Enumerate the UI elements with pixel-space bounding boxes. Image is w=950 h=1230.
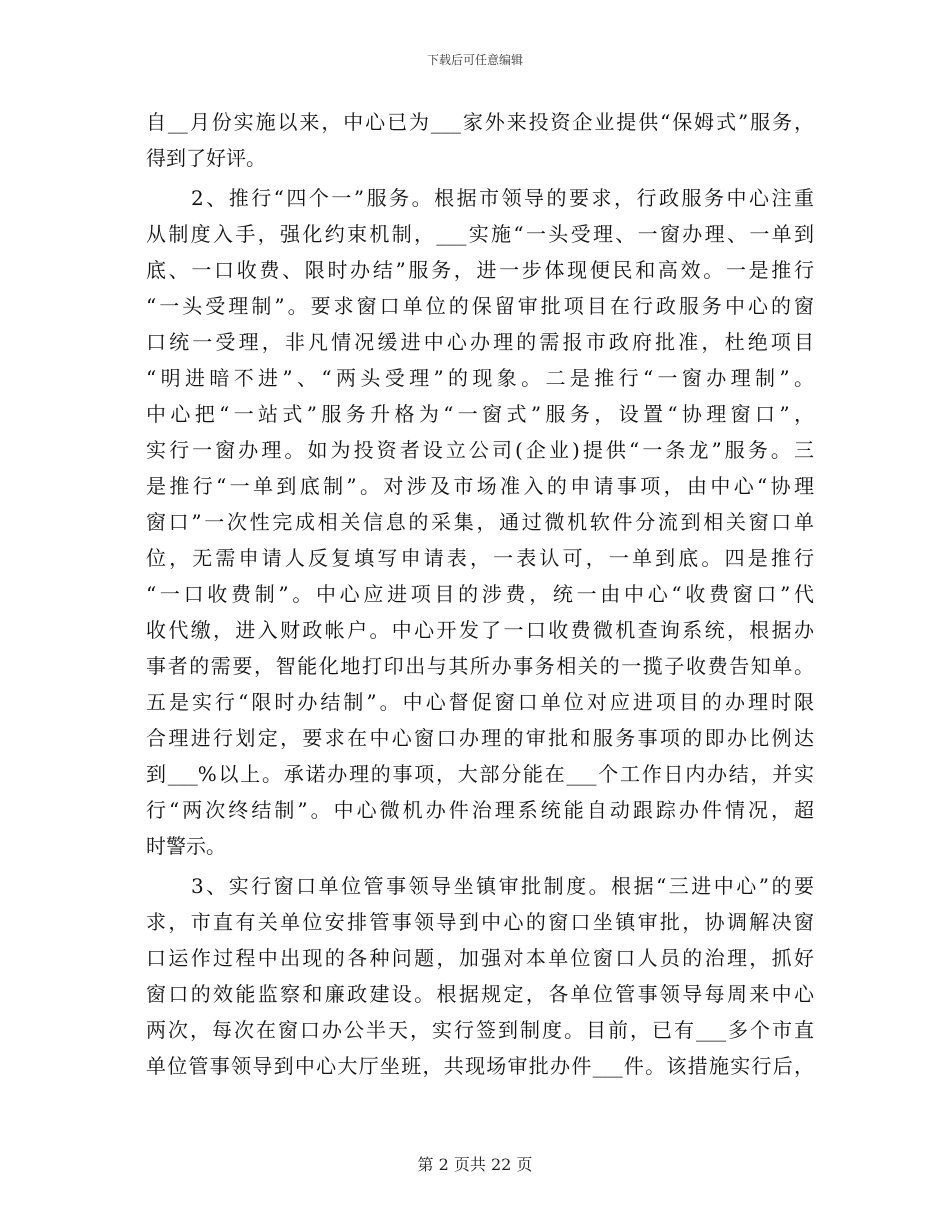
text-line: 是推行“一单到底制”。对涉及市场准入的申请事项，由中心“协理 (146, 474, 814, 498)
paragraph-2 (146, 180, 814, 864)
page-number: 第 2 页共 22 页 (417, 1155, 533, 1174)
text-line: “明进暗不进”、“两头受理”的现象。二是推行“一窗办理制”。 (146, 366, 814, 390)
text-line: 位，无需申请人反复填写申请表，一表认可，一单到底。四是推行 (146, 546, 814, 570)
text-line: “一头受理制”。要求窗口单位的保留审批项目在行政服务中心的窗 (146, 294, 814, 318)
text-line: 事者的需要，智能化地打印出与其所办事务相关的一揽子收费告知单。 (146, 654, 814, 678)
text-line: 窗口的效能监察和廉政建设。根据规定，各单位管事领导每周来中心 (146, 982, 814, 1006)
text-line: 收代缴，进入财政帐户。中心开发了一口收费微机查询系统，根据办 (146, 618, 814, 642)
text-line: 得到了好评。 (146, 146, 266, 170)
document-body (146, 104, 814, 1084)
text-line: 口统一受理，非凡情况缓进中心办理的需报市政府批准，杜绝项目 (146, 330, 814, 354)
text-line: 从制度入手，强化约束机制，___实施“一头受理、一窗办理、一单到 (146, 222, 814, 246)
text-line: 到___%以上。承诺办理的事项，大部分能在___个工作日内办结，并实 (146, 762, 814, 786)
text-line: 实行一窗办理。如为投资者设立公司(企业)提供“一条龙”服务。三 (146, 438, 814, 462)
text-line: 时警示。 (146, 834, 226, 858)
text-line: 两次，每次在窗口办公半天，实行签到制度。目前，已有___多个市直 (146, 1018, 814, 1042)
text-line: 底、一口收费、限时办结”服务，进一步体现便民和高效。一是推行 (146, 258, 814, 282)
text-line: 中心把“一站式”服务升格为“一窗式”服务，设置“协理窗口”， (146, 402, 814, 426)
page-header: 下载后可任意编辑 (426, 53, 523, 67)
text-line: 五是实行“限时办结制”。中心督促窗口单位对应进项目的办理时限 (146, 690, 814, 714)
paragraph-1 (146, 104, 814, 176)
paragraph-3 (146, 868, 814, 1084)
text-line: 求，市直有关单位安排管事领导到中心的窗口坐镇审批，协调解决窗 (146, 910, 814, 934)
text-line: 窗口”一次性完成相关信息的采集，通过微机软件分流到相关窗口单 (146, 510, 814, 534)
text-line: 3、实行窗口单位管事领导坐镇审批制度。根据“三进中心”的要 (146, 874, 814, 898)
text-line: 合理进行划定，要求在中心窗口办理的审批和服务事项的即办比例达 (146, 726, 814, 750)
text-line: 口运作过程中出现的各种问题，加强对本单位窗口人员的治理，抓好 (146, 946, 814, 970)
text-line: 2、推行“四个一”服务。根据市领导的要求，行政服务中心注重 (146, 186, 814, 210)
text-line: 自__月份实施以来，中心已为___家外来投资企业提供“保姆式”服务， (146, 110, 814, 134)
text-line: 单位管事领导到中心大厅坐班，共现场审批办件___件。该措施实行后， (146, 1054, 814, 1078)
text-line: “一口收费制”。中心应进项目的涉费，统一由中心“收费窗口”代 (146, 582, 814, 606)
text-line: 行“两次终结制”。中心微机办件治理系统能自动跟踪办件情况，超 (146, 798, 814, 822)
